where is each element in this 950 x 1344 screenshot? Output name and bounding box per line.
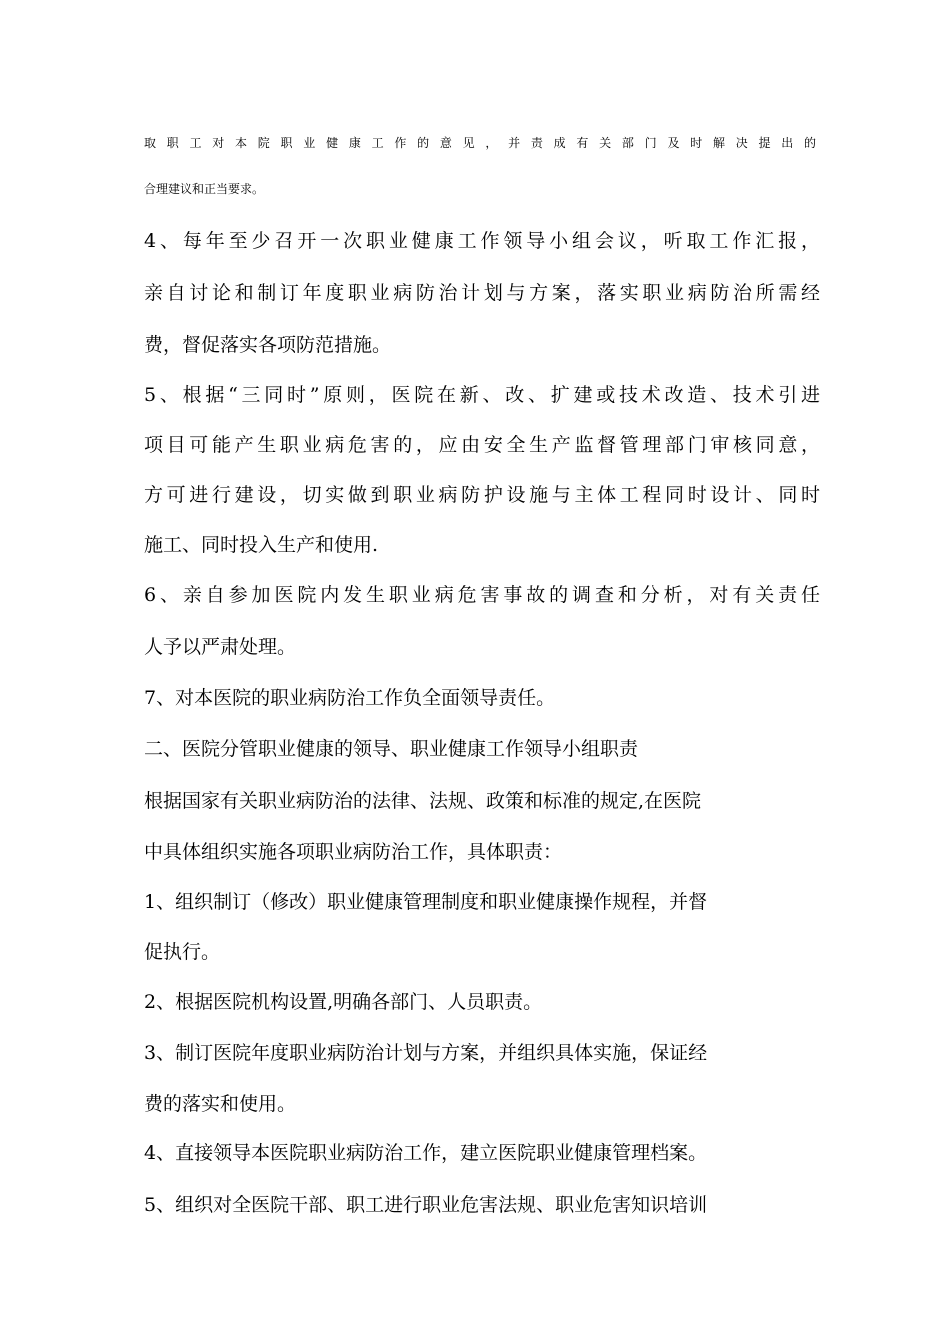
duty-5-line: 5、组织对全医院干部、职工进行职业危害法规、职业危害知识培训 — [144, 1194, 708, 1216]
item-6-line-2: 人予以严肃处理。 — [144, 636, 297, 658]
section-intro-line-1: 根据国家有关职业病防治的法律、法规、政策和标准的规定,在医院 — [144, 790, 702, 812]
duty-4-line: 4、直接领导本医院职业病防治工作，建立医院职业健康管理档案。 — [144, 1142, 708, 1164]
section-intro-line-2: 中具体组织实施各项职业病防治工作，具体职责： — [144, 841, 563, 863]
duty-1-line-2: 促执行。 — [144, 941, 221, 963]
item-4-line-1: 4、每年至少召开一次职业健康工作领导小组会议，听取工作汇报， — [144, 230, 820, 252]
item-4-line-3: 费，督促落实各项防范措施。 — [144, 334, 392, 356]
duty-3-line-2: 费的落实和使用。 — [144, 1093, 297, 1115]
item-6-line-1: 6、亲自参加医院内发生职业病危害事故的调查和分析，对有关责任 — [144, 584, 820, 606]
paragraph-line: 合理建议和正当要求。 — [144, 182, 265, 196]
duty-1-line-1: 1、组织制订（修改）职业健康管理制度和职业健康操作规程，并督 — [144, 891, 708, 913]
item-5-line-3: 方可进行建设，切实做到职业病防护设施与主体工程同时设计、同时 — [144, 484, 820, 506]
item-4-line-2: 亲自讨论和制订年度职业病防治计划与方案，落实职业病防治所需经 — [144, 282, 820, 304]
item-5-line-1: 5、根据“三同时”原则，医院在新、改、扩建或技术改造、技术引进 — [144, 384, 820, 406]
item-5-line-2: 项目可能产生职业病危害的，应由安全生产监督管理部门审核同意， — [144, 434, 820, 456]
duty-2-line: 2、根据医院机构设置,明确各部门、人员职责。 — [144, 991, 543, 1013]
section-heading: 二、医院分管职业健康的领导、职业健康工作领导小组职责 — [144, 738, 639, 760]
paragraph-line: 取职工对本院职业健康工作的意见，并责成有关部门及时解决提出的 — [144, 136, 816, 150]
item-5-line-4: 施工、同时投入生产和使用. — [144, 534, 379, 556]
duty-3-line-1: 3、制订医院年度职业病防治计划与方案，并组织具体实施，保证经 — [144, 1042, 708, 1064]
item-7-line: 7、对本医院的职业病防治工作负全面领导责任。 — [144, 687, 556, 709]
